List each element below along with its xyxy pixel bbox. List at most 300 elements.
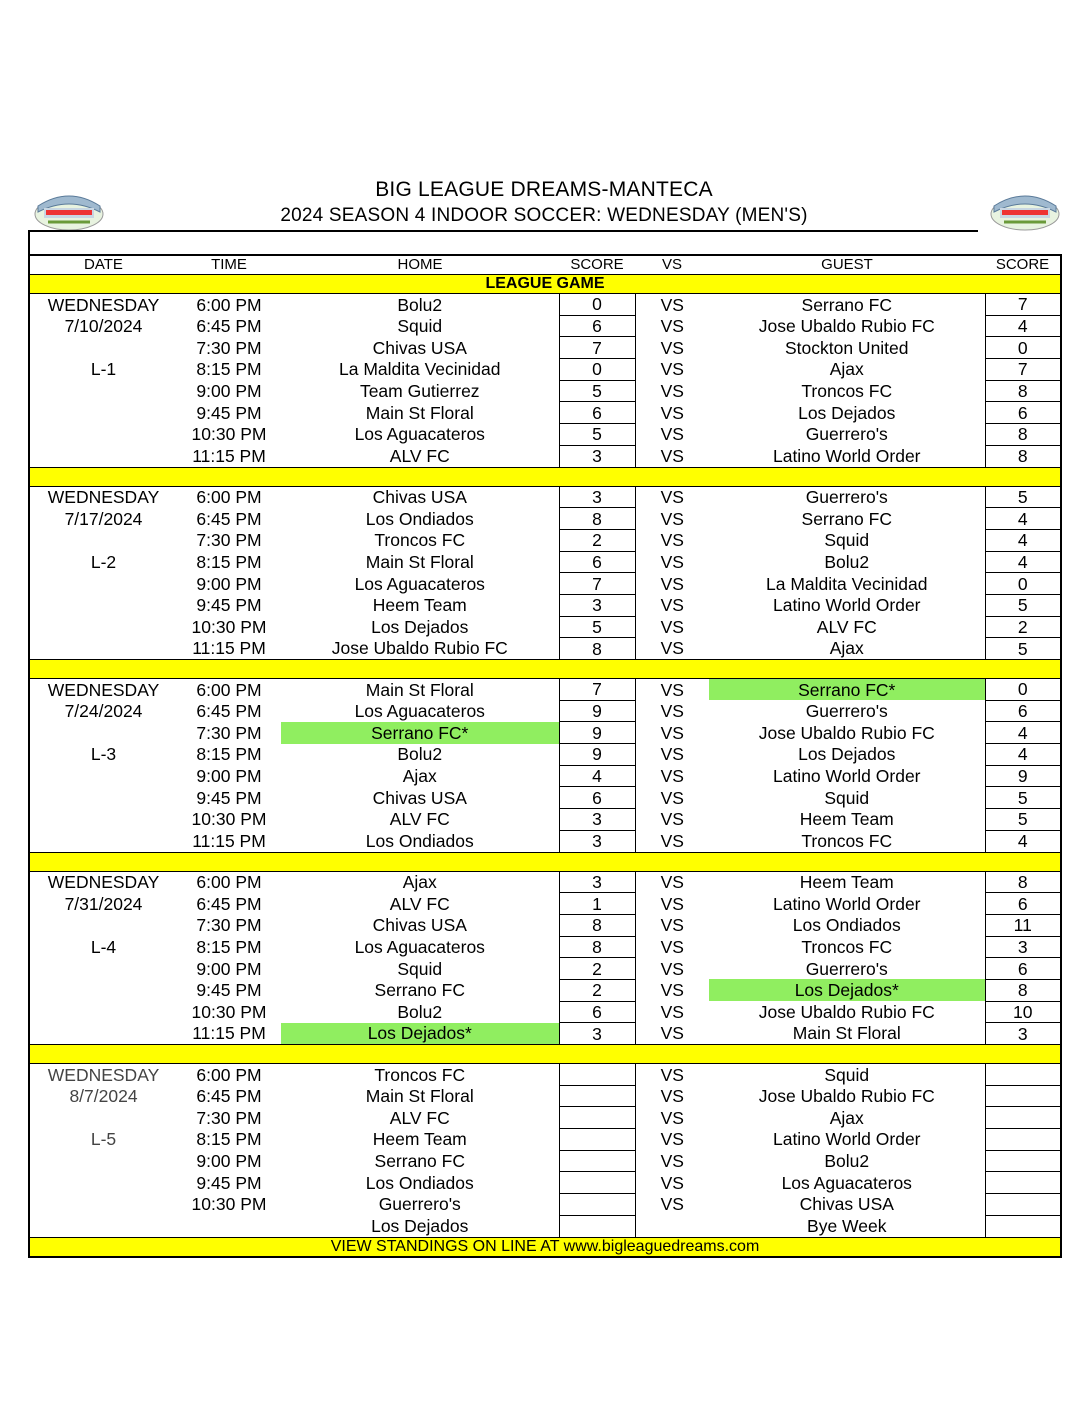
game-time: 7:30 PM [196,915,262,936]
game-time: 8:15 PM [196,359,262,380]
guest-score: 8 [985,871,1061,893]
home-team: Squid [397,316,443,337]
guest-team: Bolu2 [824,1151,870,1172]
guest-score: 5 [985,638,1061,660]
guest-team: ALV FC [816,616,877,637]
home-team: Serrano FC [374,1151,465,1172]
vs-label: VS [660,424,684,445]
page-header [28,178,1060,230]
home-score: 9 [559,722,635,744]
date-cell [29,445,177,467]
game-time: 8:15 PM [196,1129,262,1150]
guest-team: Jose Ubaldo Rubio FC [758,722,935,743]
home-team: Heem Team [372,595,467,616]
guest-team: Los Ondiados [792,915,901,936]
vs-label: VS [660,573,684,594]
date-cell [29,809,177,831]
home-score: 6 [559,402,635,424]
date-cell [29,424,177,446]
game-time: 9:45 PM [196,980,262,1001]
home-team: Main St Floral [365,1086,474,1107]
home-score: 5 [559,616,635,638]
guest-score: 4 [985,315,1061,337]
home-score: 5 [559,380,635,402]
home-score [559,1150,635,1172]
vs-label: VS [660,616,684,637]
guest-score: 10 [985,1001,1061,1023]
game-row [29,722,1061,744]
game-time: 7:30 PM [196,530,262,551]
header-rule [28,230,978,232]
game-row [29,402,1061,424]
vs-label: VS [660,787,684,808]
home-team: Guerrero's [378,1194,461,1215]
home-team: Bolu2 [397,294,443,315]
guest-team: Guerrero's [805,958,888,979]
game-row [29,700,1061,722]
home-team: ALV FC [389,893,450,914]
week-day: WEDNESDAY [47,294,160,315]
date-cell [29,830,177,852]
home-score: 3 [559,871,635,893]
game-row [29,1150,1061,1172]
guest-team: Troncos FC [801,381,893,402]
date-cell [29,529,177,551]
guest-team: Squid [824,787,870,808]
vs-label: VS [660,1086,684,1107]
guest-team: Bolu2 [824,551,870,572]
week-separator [29,467,1061,486]
footer-row [29,1237,1061,1257]
game-time: 6:00 PM [196,679,262,700]
date-cell [29,914,177,936]
vs-label: VS [660,915,684,936]
vs-label: VS [660,809,684,830]
vs-label: VS [660,701,684,722]
game-row [29,979,1061,1001]
home-team: Heem Team [372,1129,467,1150]
home-team: Ajax [402,766,437,787]
week-separator [29,852,1061,871]
vs-label: VS [660,872,684,893]
home-score: 6 [559,787,635,809]
week-league: L-4 [90,936,117,957]
home-team: Los Aguacateros [354,573,485,594]
guest-score: 6 [985,958,1061,980]
game-time: 6:00 PM [196,487,262,508]
game-time: 7:30 PM [196,722,262,743]
week-league: L-5 [90,1129,117,1150]
home-team: Chivas USA [372,915,467,936]
game-row [29,809,1061,831]
game-row [29,679,1061,701]
guest-score [985,1107,1061,1129]
vs-label: VS [660,958,684,979]
home-score: 7 [559,337,635,359]
guest-team: Jose Ubaldo Rubio FC [758,1086,935,1107]
home-team: Los Dejados [371,1215,469,1236]
game-time: 9:00 PM [196,573,262,594]
home-team: Ajax [402,872,437,893]
game-time: 10:30 PM [191,616,267,637]
guest-score [985,1085,1061,1107]
vs-label: VS [660,381,684,402]
vs-label: VS [660,595,684,616]
game-row [29,914,1061,936]
game-time: 8:15 PM [196,551,262,572]
guest-team: Heem Team [799,872,894,893]
home-score: 8 [559,914,635,936]
guest-score: 0 [985,573,1061,595]
game-row [29,787,1061,809]
home-score: 7 [559,679,635,701]
guest-score [985,1129,1061,1151]
date-cell [29,1107,177,1129]
date-cell [29,594,177,616]
game-time: 11:15 PM [192,830,266,851]
date-cell [29,380,177,402]
guest-score: 6 [985,893,1061,915]
game-time: 7:30 PM [196,1107,262,1128]
guest-score: 0 [985,337,1061,359]
guest-team: Los Dejados [798,744,896,765]
page-title: BIG LEAGUE DREAMS-MANTECA [375,178,713,201]
date-cell [29,1001,177,1023]
game-time: 6:00 PM [196,1064,262,1085]
guest-team: Chivas USA [799,1194,894,1215]
vs-label: VS [660,445,684,466]
home-score [559,1215,635,1237]
col-vs: VS [635,255,709,275]
vs-label: VS [660,1064,684,1085]
game-row [29,616,1061,638]
home-score [559,1064,635,1086]
week-date: 8/7/2024 [69,1086,138,1107]
home-score: 7 [559,573,635,595]
frame-left-edge [28,230,30,256]
guest-score [985,1215,1061,1237]
guest-score: 8 [985,445,1061,467]
game-row [29,1194,1061,1216]
guest-team: Guerrero's [805,487,888,508]
date-cell [29,638,177,660]
game-row [29,1085,1061,1107]
guest-team: Jose Ubaldo Rubio FC [758,316,935,337]
game-time: 7:30 PM [196,337,262,358]
guest-score: 7 [985,294,1061,316]
guest-score: 4 [985,830,1061,852]
home-team: Main St Floral [365,679,474,700]
game-time: 8:15 PM [196,744,262,765]
vs-label: VS [660,936,684,957]
week-league: L-1 [90,359,117,380]
week-date: 7/24/2024 [64,701,143,722]
guest-team: Latino World Order [772,1129,921,1150]
game-row [29,1107,1061,1129]
guest-team: Stockton United [784,337,909,358]
guest-score: 3 [985,936,1061,958]
date-cell [29,573,177,595]
vs-label: VS [660,679,684,700]
game-row [29,424,1061,446]
home-score: 9 [559,700,635,722]
home-score: 9 [559,744,635,766]
game-row [29,359,1061,381]
col-guest-score: SCORE [985,255,1061,275]
week-league: L-3 [90,744,117,765]
game-time: 11:15 PM [192,1023,266,1044]
col-score: SCORE [559,255,635,275]
guest-score: 4 [985,508,1061,530]
home-team: Los Aguacateros [354,701,485,722]
home-score: 3 [559,594,635,616]
home-team: Jose Ubaldo Rubio FC [331,638,508,659]
col-guest: GUEST [709,255,985,275]
home-team: Chivas USA [372,787,467,808]
guest-team: Troncos FC [801,936,893,957]
game-row [29,830,1061,852]
home-team: Los Ondiados [365,1172,474,1193]
col-home: HOME [281,255,559,275]
game-row [29,445,1061,467]
date-cell [29,787,177,809]
guest-score: 7 [985,359,1061,381]
guest-score: 5 [985,787,1061,809]
col-date: DATE [29,255,177,275]
page-subtitle: 2024 SEASON 4 INDOOR SOCCER: WEDNESDAY (MEN'S) [280,205,808,226]
date-cell [29,958,177,980]
home-score: 6 [559,551,635,573]
home-team: Bolu2 [397,1001,443,1022]
home-team: Los Dejados* [281,1023,559,1045]
home-score: 3 [559,809,635,831]
vs-label: VS [660,551,684,572]
standings-link-text: VIEW STANDINGS ON LINE AT www.bigleaguedreams.com [29,1237,1061,1257]
game-row [29,573,1061,595]
game-row [29,337,1061,359]
date-cell [29,1150,177,1172]
guest-score [985,1172,1061,1194]
week-day: WEDNESDAY [47,1064,160,1085]
game-row [29,594,1061,616]
vs-label: VS [660,316,684,337]
game-row [29,871,1061,893]
guest-score [985,1064,1061,1086]
home-team: Serrano FC* [281,722,559,744]
home-score: 2 [559,529,635,551]
date-cell [29,1215,177,1237]
home-score: 6 [559,1001,635,1023]
home-team: Troncos FC [374,1064,466,1085]
guest-team: Jose Ubaldo Rubio FC [758,1001,935,1022]
home-score: 8 [559,936,635,958]
home-score: 3 [559,830,635,852]
guest-score: 4 [985,551,1061,573]
game-row [29,508,1061,530]
column-header-row [29,255,1061,275]
guest-team: Ajax [829,1107,864,1128]
home-score: 2 [559,958,635,980]
game-row [29,936,1061,958]
date-cell [29,1194,177,1216]
guest-team: Ajax [829,638,864,659]
home-score: 1 [559,893,635,915]
vs-label: VS [660,744,684,765]
guest-team: Guerrero's [805,424,888,445]
game-time: 9:00 PM [196,766,262,787]
game-row [29,744,1061,766]
game-time: 10:30 PM [191,1194,267,1215]
game-time: 6:45 PM [196,316,262,337]
home-score: 3 [559,486,635,508]
league-game-label: LEAGUE GAME [29,275,1061,294]
guest-score: 5 [985,486,1061,508]
game-row [29,1001,1061,1023]
guest-score [985,1194,1061,1216]
home-score: 6 [559,315,635,337]
game-row [29,486,1061,508]
game-row [29,1172,1061,1194]
vs-label: VS [660,830,684,851]
guest-score: 8 [985,424,1061,446]
guest-score: 9 [985,765,1061,787]
col-time: TIME [177,255,281,275]
guest-score: 0 [985,679,1061,701]
league-game-banner [29,275,1061,294]
home-team: Squid [397,958,443,979]
home-team: Main St Floral [365,551,474,572]
guest-score: 4 [985,529,1061,551]
guest-team: Serrano FC [801,294,892,315]
home-score: 0 [559,359,635,381]
game-time: 10:30 PM [191,1001,267,1022]
home-team: Serrano FC [374,980,465,1001]
vs-label: VS [660,1151,684,1172]
home-team: Team Gutierrez [359,381,480,402]
game-row [29,1215,1061,1237]
vs-label: VS [660,1194,684,1215]
week-league: L-2 [90,551,117,572]
vs-label: VS [660,766,684,787]
vs-label: VS [660,487,684,508]
guest-team: Squid [824,1064,870,1085]
date-cell [29,765,177,787]
home-team: Troncos FC [374,530,466,551]
guest-score: 11 [985,914,1061,936]
game-row [29,529,1061,551]
game-row [29,638,1061,660]
game-time: 9:45 PM [196,595,262,616]
game-row [29,1023,1061,1045]
guest-score: 8 [985,380,1061,402]
week-date: 7/10/2024 [64,316,143,337]
game-time: 6:00 PM [196,872,262,893]
vs-label: VS [660,1107,684,1128]
game-time: 6:45 PM [196,1086,262,1107]
date-cell [29,1172,177,1194]
vs-label: VS [660,1001,684,1022]
home-score: 4 [559,765,635,787]
guest-team: Latino World Order [772,766,921,787]
vs-label [635,1215,709,1237]
week-separator [29,660,1061,679]
guest-score: 4 [985,722,1061,744]
vs-label: VS [660,893,684,914]
game-time: 9:00 PM [196,958,262,979]
home-team: ALV FC [389,809,450,830]
vs-label: VS [660,638,684,659]
home-score: 5 [559,424,635,446]
guest-team: Squid [824,530,870,551]
game-row [29,294,1061,316]
date-cell [29,722,177,744]
home-team: La Maldita Vecinidad [339,359,501,380]
home-team: ALV FC [389,1107,450,1128]
guest-team: Bye Week [807,1215,887,1236]
guest-team: La Maldita Vecinidad [766,573,928,594]
game-time: 6:45 PM [196,701,262,722]
schedule-table [28,254,1062,1258]
game-row [29,380,1061,402]
guest-team: Troncos FC [801,830,893,851]
game-row [29,1064,1061,1086]
home-team: Los Ondiados [365,508,474,529]
vs-label: VS [660,530,684,551]
vs-label: VS [660,1023,684,1044]
home-score [559,1194,635,1216]
vs-label: VS [660,359,684,380]
guest-team: Los Aguacateros [781,1172,912,1193]
home-score: 8 [559,508,635,530]
guest-score: 2 [985,616,1061,638]
game-time: 9:00 PM [196,381,262,402]
vs-label: VS [660,294,684,315]
home-score: 8 [559,638,635,660]
game-time: 9:45 PM [196,402,262,423]
game-row [29,1129,1061,1151]
guest-score: 6 [985,700,1061,722]
guest-score: 5 [985,809,1061,831]
guest-score: 5 [985,594,1061,616]
game-time: 10:30 PM [191,809,267,830]
vs-label: VS [660,508,684,529]
week-separator-bar [29,1045,1061,1064]
home-team: Main St Floral [365,402,474,423]
vs-label: VS [660,722,684,743]
date-cell [29,979,177,1001]
vs-label: VS [660,402,684,423]
home-score: 3 [559,445,635,467]
game-row [29,765,1061,787]
week-date: 7/17/2024 [64,508,143,529]
game-time: 10:30 PM [191,424,267,445]
home-score [559,1172,635,1194]
week-separator-bar [29,660,1061,679]
guest-score: 8 [985,979,1061,1001]
game-time: 11:15 PM [192,638,266,659]
guest-team: Latino World Order [772,445,921,466]
game-time: 6:45 PM [196,508,262,529]
guest-team: Main St Floral [792,1023,901,1044]
week-separator-bar [29,852,1061,871]
game-row [29,958,1061,980]
home-team: Chivas USA [372,487,467,508]
guest-team: Serrano FC* [709,679,985,701]
vs-label: VS [660,1172,684,1193]
guest-team: Los Dejados [798,402,896,423]
home-score: 3 [559,1023,635,1045]
big-league-dreams-logo-right [986,184,1064,234]
